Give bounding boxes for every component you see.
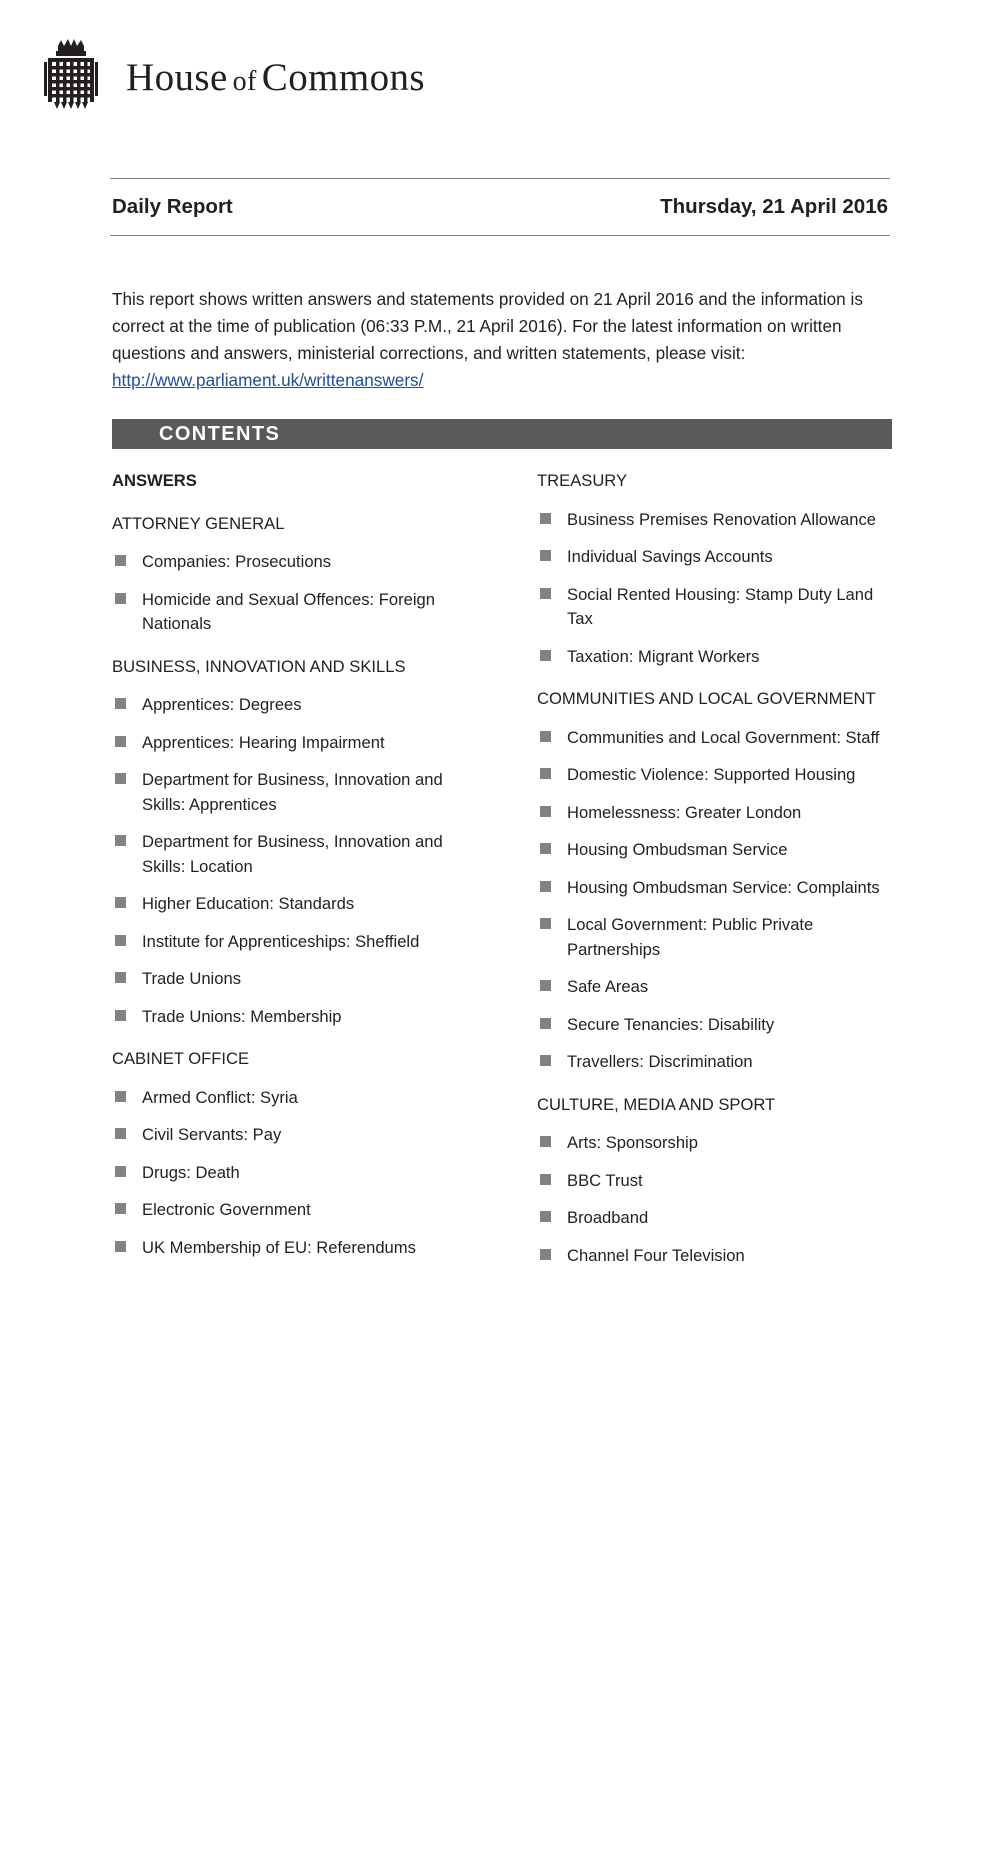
toc-entry-label: Higher Education: Standards	[142, 894, 355, 913]
toc-entry-label: Homicide and Sexual Offences: Foreign Nationals	[142, 589, 436, 633]
masthead-title-of: of	[232, 65, 257, 97]
toc-right-column	[537, 456, 894, 1276]
toc-entry-label: Arts: Sponsorship	[567, 1133, 698, 1152]
toc-entry-label: Local Government: Public Private Partnerships	[567, 915, 814, 959]
intro-text: This report shows written answers and statements provided on 21 April 2016 and the information is correct at the time of publication (06:33 P.M., 21 April 2016). For the latest information on written questions and answers, ministerial corrections, and written statements, please visit:	[112, 289, 863, 363]
written-answers-link[interactable]: http://www.parliament.uk/writtenanswers/	[112, 370, 424, 390]
page-title: Daily Report	[112, 195, 233, 218]
toc-entry-label: Department for Business, Innovation and Skills: Apprentices	[142, 770, 443, 814]
masthead-title-commons: Commons	[261, 55, 425, 99]
toc-entry-label: BBC Trust	[567, 1170, 643, 1190]
toc-entry-label: ANSWERS	[112, 471, 197, 490]
toc-entry-label: Trade Unions: Membership	[142, 1006, 342, 1026]
toc-entry-label: Social Rented Housing: Stamp Duty Land Tax	[567, 584, 874, 628]
toc-entry[interactable]	[537, 1239, 894, 1274]
toc-entry-label: TREASURY	[537, 471, 628, 490]
toc-entry-label: Civil Servants: Pay	[142, 1125, 282, 1144]
toc-entry-label: Department for Business, Innovation and Skills: Location	[142, 832, 443, 876]
toc-entry-label: Institute for Apprenticeships: Sheffield	[142, 931, 420, 951]
toc-entry-label: ATTORNEY GENERAL	[112, 513, 285, 533]
toc-entry-label: Communities and Local Government: Staff	[567, 727, 880, 747]
toc-entry-label: Channel Four Television	[567, 1245, 745, 1265]
toc-entry-label: Apprentices: Hearing Impairment	[142, 732, 385, 752]
toc-entry-label: Housing Ombudsman Service	[567, 840, 788, 859]
masthead-title-house: House	[126, 55, 228, 99]
report-date: Thursday, 21 April 2016	[660, 195, 888, 218]
toc-entry-label: Trade Unions	[142, 969, 241, 988]
intro-paragraph	[112, 286, 894, 394]
toc-entry-label: CABINET OFFICE	[112, 1049, 250, 1068]
toc-entry-label: Secure Tenancies: Disability	[567, 1014, 775, 1034]
toc-entry-label: UK Membership of EU: Referendums	[142, 1237, 416, 1257]
toc-entry-label: Apprentices: Degrees	[142, 695, 302, 714]
toc-entry-label: Electronic Government	[142, 1200, 311, 1219]
toc-entry-label: Homelessness: Greater London	[567, 802, 802, 822]
toc-entry-label: Safe Areas	[567, 977, 649, 996]
toc-entry-label: Taxation: Migrant Workers	[567, 646, 760, 666]
toc-entry-label: BUSINESS, INNOVATION AND SKILLS	[112, 656, 406, 676]
toc-entry-page	[112, 456, 991, 1869]
report-title-block	[110, 178, 890, 236]
toc-entry-label: Domestic Violence: Supported Housing	[567, 765, 856, 784]
masthead	[38, 38, 425, 116]
masthead-title	[126, 55, 425, 100]
toc-entry-label: Travellers: Discrimination	[567, 1052, 753, 1071]
toc-entry-label: Housing Ombudsman Service: Complaints	[567, 877, 880, 897]
toc-entry-label: Broadband	[567, 1208, 649, 1227]
toc-entry-label: Companies: Prosecutions	[142, 552, 332, 571]
table-of-contents	[112, 456, 894, 1276]
toc-entry-label: Business Premises Renovation Allowance	[567, 509, 876, 529]
toc-entry-label: Individual Savings Accounts	[567, 547, 773, 566]
portcullis-crest-icon	[38, 38, 104, 116]
toc-entry-label: CULTURE, MEDIA AND SPORT	[537, 1094, 776, 1114]
toc-entry-label: Armed Conflict: Syria	[142, 1087, 298, 1107]
toc-entry-label: Drugs: Death	[142, 1162, 240, 1182]
toc-entry-label: COMMUNITIES AND LOCAL GOVERNMENT	[537, 689, 876, 708]
contents-heading: CONTENTS	[112, 419, 892, 449]
